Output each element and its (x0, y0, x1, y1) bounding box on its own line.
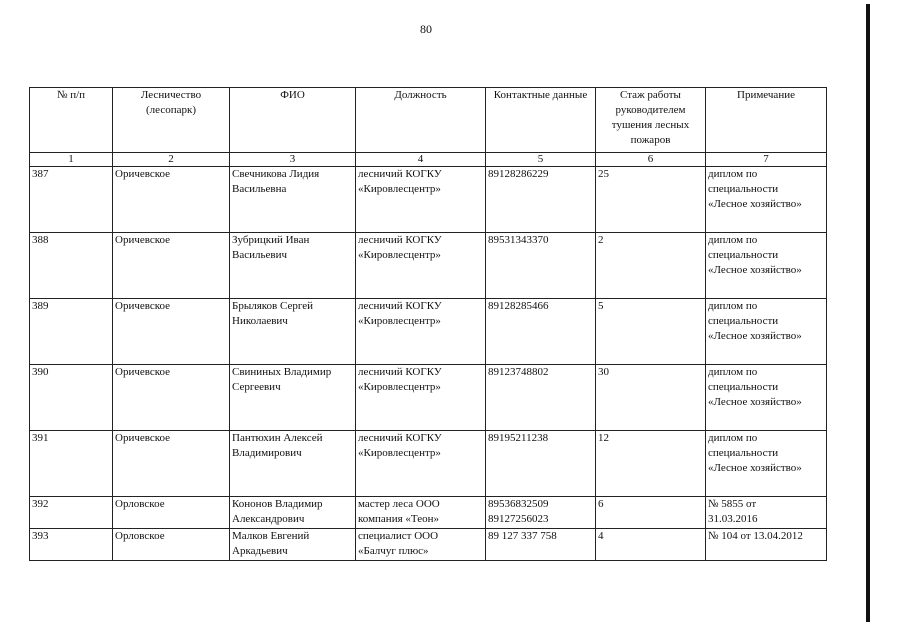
row-district: Орловское (113, 497, 230, 529)
row-contact (486, 167, 596, 233)
row-contact (486, 365, 596, 431)
remark-line: 31.03.2016 (708, 513, 758, 525)
row-name (230, 431, 356, 497)
column-number: 7 (706, 153, 827, 167)
remark-line: специальности (708, 315, 779, 327)
page-number: 80 (420, 22, 432, 36)
name-line: Васильевич (232, 249, 287, 261)
phone-number: 89128286229 (488, 168, 549, 180)
header-name: ФИО (230, 88, 356, 153)
row-district: Оричевское (113, 299, 230, 365)
position-line: «Балчуг плюс» (358, 545, 429, 557)
header-position: Должность (356, 88, 486, 153)
header-num: № п/п (30, 88, 113, 153)
row-remark (706, 299, 827, 365)
phone-number: 89123748802 (488, 366, 549, 378)
column-number: 3 (230, 153, 356, 167)
remark-line: № 5855 от (708, 498, 757, 510)
phone-number: 89127256023 (488, 513, 549, 525)
remark-line: «Лесное хозяйство» (708, 330, 802, 342)
phone-number: 89195211238 (488, 432, 549, 444)
position-line: лесничий КОГКУ (358, 432, 442, 444)
table-row (30, 299, 827, 365)
row-experience: 5 (596, 299, 706, 365)
position-line: «Кировлесцентр» (358, 183, 441, 195)
row-remark (706, 529, 827, 561)
row-position (356, 167, 486, 233)
remark-line: диплом по (708, 234, 758, 246)
forest-fire-managers-table (29, 87, 827, 561)
phone-number: 89128285466 (488, 300, 549, 312)
table-row (30, 233, 827, 299)
name-line: Сергеевич (232, 381, 281, 393)
table-row (30, 497, 827, 529)
remark-line: специальности (708, 381, 779, 393)
remark-line: специальности (708, 447, 779, 459)
row-num: 391 (30, 431, 113, 497)
row-contact (486, 233, 596, 299)
name-line: Брыляков Сергей (232, 300, 313, 312)
row-position (356, 497, 486, 529)
column-number: 5 (486, 153, 596, 167)
name-line: Малков Евгений (232, 530, 310, 542)
row-contact (486, 497, 596, 529)
row-remark (706, 233, 827, 299)
column-number: 6 (596, 153, 706, 167)
position-line: «Кировлесцентр» (358, 447, 441, 459)
row-name (230, 299, 356, 365)
remark-line: № 104 от 13.04.2012 (708, 530, 803, 542)
row-position (356, 431, 486, 497)
row-district: Оричевское (113, 167, 230, 233)
table-row (30, 431, 827, 497)
row-name (230, 167, 356, 233)
row-contact (486, 431, 596, 497)
row-experience: 2 (596, 233, 706, 299)
remark-line: диплом по (708, 366, 758, 378)
row-position (356, 233, 486, 299)
remark-line: диплом по (708, 168, 758, 180)
scan-edge-bar (866, 4, 870, 622)
row-position (356, 365, 486, 431)
row-contact (486, 299, 596, 365)
row-num: 387 (30, 167, 113, 233)
position-line: лесничий КОГКУ (358, 366, 442, 378)
row-name (230, 233, 356, 299)
row-district: Оричевское (113, 233, 230, 299)
name-line: Аркадьевич (232, 545, 288, 557)
name-line: Кононов Владимир (232, 498, 323, 510)
row-remark (706, 497, 827, 529)
name-line: Владимирович (232, 447, 302, 459)
row-position (356, 529, 486, 561)
header-row (30, 88, 827, 153)
column-number: 2 (113, 153, 230, 167)
header-district: Лесничество (лесопарк) (113, 88, 230, 153)
position-line: лесничий КОГКУ (358, 300, 442, 312)
row-experience: 12 (596, 431, 706, 497)
row-experience: 30 (596, 365, 706, 431)
row-contact (486, 529, 596, 561)
name-line: Свечникова Лидия (232, 168, 320, 180)
phone-number: 89531343370 (488, 234, 549, 246)
position-line: лесничий КОГКУ (358, 234, 442, 246)
row-remark (706, 365, 827, 431)
remark-line: «Лесное хозяйство» (708, 198, 802, 210)
row-remark (706, 431, 827, 497)
position-line: специалист ООО (358, 530, 439, 542)
row-district: Орловское (113, 529, 230, 561)
column-number-row (30, 153, 827, 167)
row-num: 393 (30, 529, 113, 561)
position-line: «Кировлесцентр» (358, 315, 441, 327)
table-row (30, 167, 827, 233)
name-line: Свининых Владимир (232, 366, 332, 378)
row-experience: 4 (596, 529, 706, 561)
row-district: Оричевское (113, 365, 230, 431)
column-number: 1 (30, 153, 113, 167)
row-name (230, 497, 356, 529)
row-remark (706, 167, 827, 233)
row-experience: 6 (596, 497, 706, 529)
header-contact: Контактные данные (486, 88, 596, 153)
column-number: 4 (356, 153, 486, 167)
remark-line: специальности (708, 183, 779, 195)
remark-line: «Лесное хозяйство» (708, 264, 802, 276)
row-district: Оричевское (113, 431, 230, 497)
phone-number: 89 127 337 758 (488, 530, 557, 542)
remark-line: «Лесное хозяйство» (708, 396, 802, 408)
header-remark: Примечание (706, 88, 827, 153)
row-name (230, 365, 356, 431)
row-name (230, 529, 356, 561)
remark-line: диплом по (708, 432, 758, 444)
row-num: 388 (30, 233, 113, 299)
remark-line: «Лесное хозяйство» (708, 462, 802, 474)
remark-line: специальности (708, 249, 779, 261)
position-line: компания «Теон» (358, 513, 439, 525)
name-line: Зубрицкий Иван (232, 234, 310, 246)
name-line: Николаевич (232, 315, 288, 327)
remark-line: диплом по (708, 300, 758, 312)
row-position (356, 299, 486, 365)
name-line: Александрович (232, 513, 305, 525)
row-num: 392 (30, 497, 113, 529)
position-line: лесничий КОГКУ (358, 168, 442, 180)
row-num: 390 (30, 365, 113, 431)
position-line: «Кировлесцентр» (358, 249, 441, 261)
name-line: Пантюхин Алексей (232, 432, 323, 444)
position-line: «Кировлесцентр» (358, 381, 441, 393)
name-line: Васильевна (232, 183, 287, 195)
position-line: мастер леса ООО (358, 498, 440, 510)
table-row (30, 529, 827, 561)
row-num: 389 (30, 299, 113, 365)
row-experience: 25 (596, 167, 706, 233)
phone-number: 89536832509 (488, 498, 549, 510)
table-row (30, 365, 827, 431)
header-experience: Стаж работы руководителем тушения лесных пожаров (596, 88, 706, 153)
